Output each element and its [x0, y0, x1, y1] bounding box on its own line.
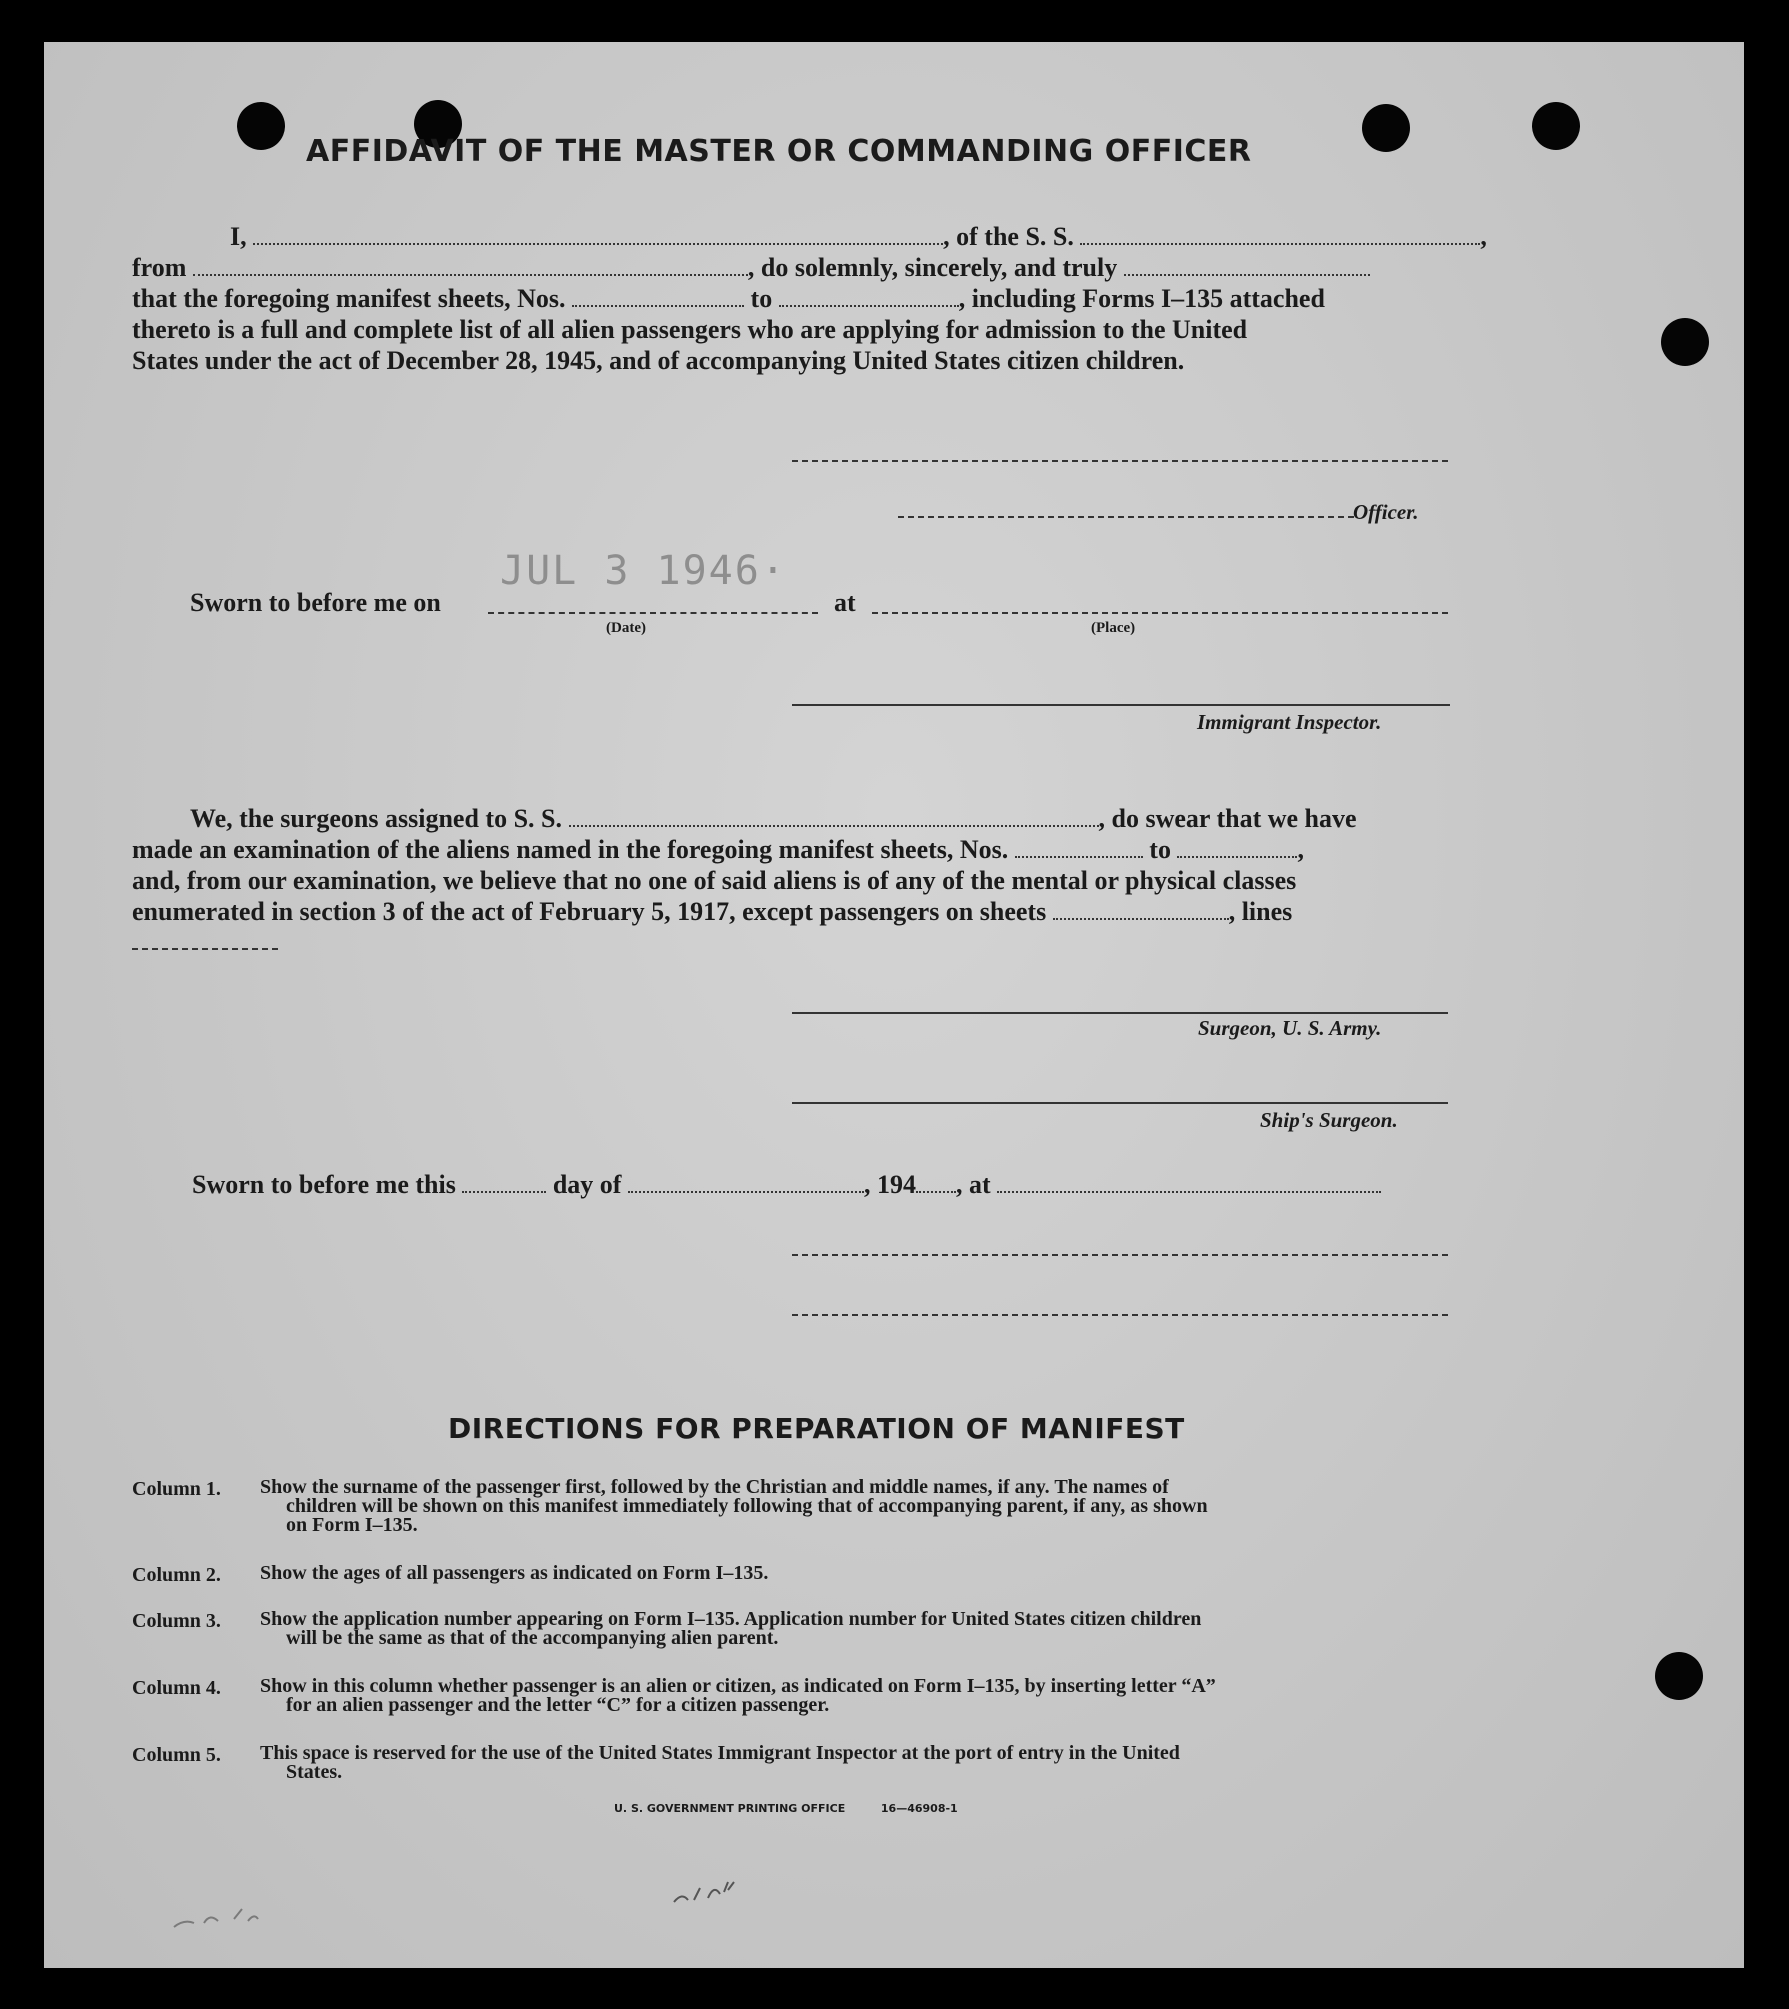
from-field[interactable]	[193, 273, 748, 276]
affidavit-text: from	[132, 253, 187, 282]
sworn-1-at: at	[834, 588, 856, 617]
sworn-place-2-field[interactable]	[997, 1190, 1381, 1193]
column-text-1: Show the ages of all passengers as indicated on Form I–135.	[260, 1562, 769, 1584]
officer-signature-line[interactable]	[792, 460, 1448, 462]
column-text-1: Show in this column whether passenger is an alien or citizen, as indicated on Form I–135, by inserting letter “A”	[260, 1675, 1216, 1697]
column-text-3: on Form I–135.	[286, 1514, 418, 1536]
surgeons-text: , lines	[1228, 897, 1293, 926]
sworn-2-text: day of	[552, 1170, 622, 1199]
army-surgeon-label: Surgeon, U. S. Army.	[1198, 1016, 1382, 1040]
surgeons-text: , do swear that we have	[1098, 804, 1357, 833]
sworn-month-field[interactable]	[628, 1190, 864, 1193]
direction-column-1	[132, 1478, 1462, 1564]
surgeons-text: made an examination of the aliens named in the foregoing manifest sheets, Nos.	[132, 835, 1009, 864]
affidavit-line-1	[184, 222, 1487, 252]
surgeons-line-2	[132, 835, 1304, 865]
punch-hole	[1532, 102, 1580, 150]
column-label: Column 5.	[132, 1744, 221, 1766]
sworn-2-text: , at	[955, 1170, 991, 1199]
column-text-2: will be the same as that of the accompanying alien parent.	[286, 1627, 779, 1649]
form-code: 16—46908-1	[880, 1802, 958, 1815]
surgeons-text: to	[1149, 835, 1171, 864]
punch-hole	[1661, 318, 1709, 366]
direction-column-4	[132, 1677, 1462, 1744]
sworn-year-field[interactable]	[916, 1190, 956, 1193]
affidavit-text: , of the S. S.	[943, 222, 1074, 251]
sworn-2-title-line[interactable]	[792, 1314, 1448, 1316]
directions-list	[132, 1478, 1462, 1790]
printer-imprint	[614, 1802, 958, 1815]
directions-title: DIRECTIONS FOR PREPARATION OF MANIFEST	[448, 1412, 1185, 1445]
surgeons-line-3: and, from our examination, we believe that no one of said aliens is of any of the mental or physical classes	[132, 866, 1297, 895]
punch-hole	[237, 102, 285, 150]
ship-surgeon-signature-line[interactable]	[792, 1102, 1448, 1104]
affidavit-text: I,	[230, 222, 247, 251]
affidavit-text: that the foregoing manifest sheets, Nos.	[132, 284, 566, 313]
ship-surgeon-label: Ship's Surgeon.	[1260, 1108, 1398, 1132]
column-label: Column 2.	[132, 1564, 221, 1586]
surgeon-ship-field[interactable]	[569, 824, 1099, 827]
direction-column-3	[132, 1610, 1462, 1677]
surgeons-line-1	[190, 804, 1357, 834]
affidavit-line-3	[132, 284, 1325, 314]
punch-hole	[1362, 104, 1410, 152]
sworn-2-line	[192, 1170, 1381, 1200]
surgeons-line-4	[132, 897, 1292, 927]
sheet-to-field[interactable]	[779, 304, 959, 307]
officer-label: Officer.	[1353, 500, 1419, 524]
direction-column-2	[132, 1564, 1462, 1610]
except-sheets-field[interactable]	[1053, 917, 1229, 920]
sworn-2-signature-line[interactable]	[792, 1254, 1448, 1256]
sworn-date-line[interactable]	[488, 612, 818, 614]
oath-field[interactable]	[1124, 273, 1370, 276]
sworn-1-prefix: Sworn to before me on	[190, 588, 441, 617]
column-label: Column 1.	[132, 1478, 221, 1500]
column-text-2: children will be shown on this manifest immediately following that of accompanying parent, if any, as shown	[286, 1495, 1208, 1517]
column-text-2: for an alien passenger and the letter “C” for a citizen passenger.	[286, 1694, 830, 1716]
column-label: Column 4.	[132, 1677, 221, 1699]
name-field[interactable]	[253, 242, 943, 245]
ship-name-field[interactable]	[1080, 242, 1480, 245]
surgeons-text: We, the surgeons assigned to S. S.	[190, 804, 562, 833]
sheet-from-field[interactable]	[572, 304, 744, 307]
affidavit-line-2	[132, 253, 1370, 283]
column-text-1: This space is reserved for the use of the United States Immigrant Inspector at the port of entry in the United	[260, 1742, 1180, 1764]
form-sheet	[44, 42, 1744, 1968]
sworn-2-text: , 194	[863, 1170, 916, 1199]
punch-hole	[1655, 1652, 1703, 1700]
column-text-1: Show the application number appearing on Form I–135. Application number for United States citizen children	[260, 1608, 1202, 1630]
affidavit-line-4: thereto is a full and complete list of all alien passengers who are applying for admission to the United	[132, 315, 1248, 344]
inspector-label: Immigrant Inspector.	[1197, 710, 1382, 734]
direction-column-5	[132, 1744, 1462, 1790]
officer-title-line[interactable]	[898, 516, 1354, 518]
surgeon-sheet-from-field[interactable]	[1015, 855, 1143, 858]
affidavit-text: , do solemnly, sincerely, and truly	[747, 253, 1118, 282]
date-stamp: JUL 3 1946·	[500, 548, 787, 594]
pencil-mark	[164, 1897, 284, 1937]
column-label: Column 3.	[132, 1610, 221, 1632]
place-caption: (Place)	[1091, 620, 1136, 636]
affidavit-text: to	[750, 284, 773, 313]
surgeon-sheet-to-field[interactable]	[1177, 855, 1297, 858]
column-text-2: States.	[286, 1761, 343, 1783]
lines-field[interactable]	[132, 948, 278, 950]
date-caption: (Date)	[606, 620, 646, 636]
pencil-mark	[664, 1872, 754, 1912]
surgeons-text: ,	[1297, 835, 1304, 864]
affidavit-text: , including Forms I–135 attached	[958, 284, 1325, 313]
affidavit-line-5: States under the act of December 28, 1945, and of accompanying United States citizen children.	[132, 346, 1185, 375]
army-surgeon-signature-line[interactable]	[792, 1012, 1448, 1014]
surgeons-text: enumerated in section 3 of the act of February 5, 1917, except passengers on sheets	[132, 897, 1047, 926]
affidavit-title: AFFIDAVIT OF THE MASTER OR COMMANDING OFFICER	[306, 134, 1252, 169]
printer-name: U. S. GOVERNMENT PRINTING OFFICE	[614, 1802, 846, 1815]
sworn-day-field[interactable]	[462, 1190, 546, 1193]
column-text-1: Show the surname of the passenger first, followed by the Christian and middle names, if any. The names of	[260, 1476, 1169, 1498]
inspector-signature-line[interactable]	[792, 704, 1450, 706]
affidavit-text: ,	[1480, 222, 1487, 251]
sworn-2-text: Sworn to before me this	[192, 1170, 456, 1199]
sworn-place-line[interactable]	[872, 612, 1448, 614]
